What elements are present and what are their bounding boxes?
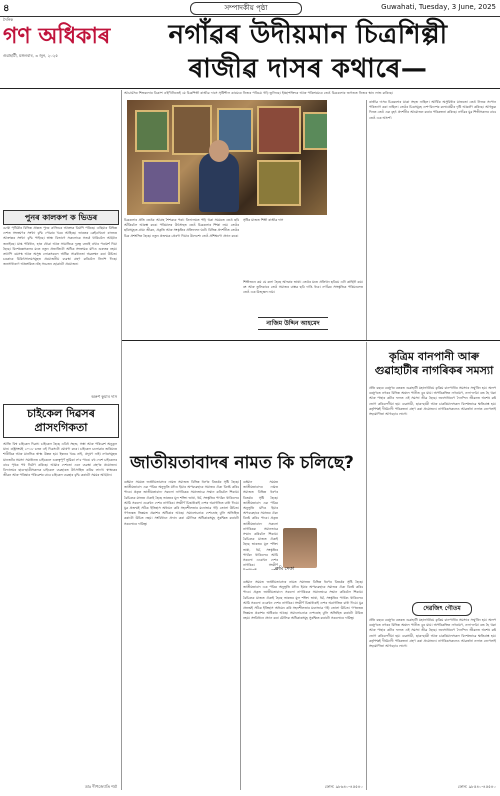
article2-sig: ফোন: ৯৮৬৪০-৪৫৫৪০ — [324, 784, 363, 789]
article2-body-3: বৰ্তমান সময়ত জাতীয়তাবাদৰ নামত সমাজত বিভিন্ন ধৰণৰ বিতৰ্কৰ সৃষ্টি হৈছে। জাতীয়তাবাদ এক পবিত্ৰ অনুভূতি যদিও ইয়াৰ অপব্যৱহাৰে সমাজৰ ঐক্য বিনষ্ট কৰিব পাৰে। প্ৰকৃত জাতীয়তাবাদে সকলো নাগৰিকক সমানভাৱে সন্মান কৰিবলৈ শিকায়। বৈচিত্ৰ্যৰ মাজত ঐক্যই হৈছে ভাৰতৰ মূল শক্তি। ভাষা, ধৰ্ম, সংস্কৃতিৰ পাৰ্থক্য থাকিলেও আমি সকলো একেখন দেশৰ নাগৰিক। সংকীৰ্ণ চিন্তাধাৰাই দেশৰ অগ্ৰগতিত বাধা দিয়ে। যুৱ প্ৰজন্মই সঠিক ইতিহাস অধ্যয়ন কৰি সহনশীলতাৰ মনোভাৱ গঢ়ি তোলা উচিত। গণতন্ত্ৰত ভিন্নমত প্ৰকাশৰ অধিকাৰ আছে। সমালোচনাক দেশদ্ৰোহ বুলি অভিহিত কৰাটো উচিত নহয়। সংবিধানে প্ৰদান কৰা মৌলিক অধিকাৰসমূহ সুৰক্ষিত কৰাটো সকলোৰে দায়িত্ব। — [243, 580, 363, 621]
left-body-2: আজি বিশ্ব চাইকেল দিৱস। চাইকেল হৈছে এবিধ সহজ, সস্তা আৰু পৰিৱেশ অনুকূল যান। ৰাষ্ট্ৰসংঘই ২০১৮ চনত এই দিৱসটো ঘোষণা কৰে। চাইকেল চলোৱাৰ জৰিয়তে শাৰীৰিক আৰু মানসিক স্বাস্থ্য উন্নত হয়। ইন্ধনৰ খৰচ নাই, প্ৰদূষণ নাই। নগৰসমূহত যানজটৰ সমস্যা সমাধানত চাইকেলে গুৰুত্বপূৰ্ণ ভূমিকা ল'ব পাৰে। বহু দেশে চাইকেলৰ বাবে পৃথক পথ নিৰ্মাণ কৰিছে। আমাৰ দেশতো এনে ব্যৱস্থা গ্ৰহণৰ প্ৰয়োজন। বিদ্যালয়ৰ ছাত্ৰ-ছাত্ৰীসকলক চাইকেল ব্যৱহাৰত উৎসাহিত কৰিব লাগে। স্বাস্থ্যকৰ জীৱন আৰু পৰিষ্কাৰ পৰিৱেশৰ বাবে চাইকেল ব্যৱহাৰ বৃদ্ধি কৰাটো সময়ৰ আহ্বান। — [3, 442, 117, 478]
article3-sig: ফোন: ৯৮৫৪০-৪৫৫৪০ — [457, 784, 496, 789]
divider — [122, 340, 500, 341]
feature-caption: সৃষ্টিৰ মাজত শিল্পী ৰাজীৱ দাস — [243, 218, 284, 222]
article3-author: দেৱজিৎ গৌতম — [412, 602, 472, 616]
left-sig-2: ডাঃ দীপজ্যোতি শৰ্মা — [84, 784, 117, 789]
left-head-2: চাইকেল দিৱসৰ প্ৰাসংগিকতা — [3, 404, 119, 438]
column-rule — [366, 100, 367, 340]
article3-body-cont: প্ৰতি বছৰে বৰষুণৰ বতৰত গুৱাহাটী মহানগৰীয়ে কৃত্ৰিম বানপানীৰ সমস্যাৰ সন্মুখীন হয়। অলপ বৰষুণতে নগৰৰ বিভিন্ন অঞ্চল পানীত বুৰ যায়। অপৰিকল্পিত নগৰায়ণ, নলা-নৰ্দমা বন্ধ হৈ থকা আৰু পাহাৰ কটাৰ ফলত এই সমস্যা তীব্ৰ হৈছে। জনসাধাৰণে দৈনন্দিন জীৱনত অশেষ কষ্ট ভোগ কৰিবলগীয়া হয়। ব্যৱসায়ী, ছাত্ৰ-ছাত্ৰী আৰু চাকৰিয়ালসকল বিশেষভাৱে ক্ষতিগ্ৰস্ত হয়। কৰ্তৃপক্ষই দীৰ্ঘম্যাদী পৰিকল্পনা গ্ৰহণ কৰা প্ৰয়োজন। নাগৰিকসকলেও আৱৰ্জনা নলাত নেপেলাই সহযোগিতা আগবঢ়াব লাগে। — [369, 618, 496, 649]
article2-author: ৰুমি দেকা — [275, 566, 295, 572]
feature-body-b: শিল্পীজনে কয় যে কলা হৈছে আত্মাৰ ভাষা। তেওঁৰ মতে প্ৰতিখন ছবিয়ে এটা কাহিনী কয়। ৰং আৰু তুলিকাৰে তেওঁ সমাজৰ বাস্তৱ ছবি দাঙি ধৰে। নগাঁৱৰ সাংস্কৃতিক পৰিমণ্ডলত তেওঁ এক উজ্জ্বল নাম। — [243, 280, 363, 295]
column-rule — [121, 90, 122, 790]
feature-right-col: ৰাজীৱ দাসৰ চিত্ৰকলাৰ যাত্ৰা সহজ নাছিল। আৰ্থিক অসুবিধাৰ মাজতো তেওঁ নিজৰ সপোন পৰিত্যাগ কৰা নাছিল। তেওঁৰ চিত্ৰসমূহে দেশ-বিদেশৰ কলাপ্ৰেমীৰ দৃষ্টি আকৰ্ষণ কৰিছে। আগন্তুক দিনত তেওঁ এক বৃহৎ প্ৰদৰ্শনীৰ আয়োজন কৰাৰ পৰিকল্পনা কৰিছে। নগাঁৱৰ যুৱ শিল্পীসকলৰ বাবে তেওঁ এক আদৰ্শ। — [369, 100, 496, 120]
divider — [0, 88, 500, 89]
feature-intro: আচাৰ্যসৰ শিল্পকলাৰ বিকাশ এইখিনিতেই যে চিত্ৰশিল্পী ৰাজীৱ দাসে সৃষ্টিশীল কামেৰে নিজৰ পৰিচয় গঢ়ি তুলিছে। ইচ্ছাশক্তিৰে আৰু পৰিশ্ৰমেৰে তেওঁ চিত্ৰকলাৰ জগতত নিজৰ স্থান লাভ কৰিছে। — [124, 91, 394, 95]
section-label: সম্পাদকীয় পৃষ্ঠা — [190, 2, 302, 15]
dateline: Guwahati, Tuesday, 3 June, 2025 — [381, 3, 496, 11]
page-number: ৪ — [3, 3, 10, 14]
logo-name: গণ অধিকাৰ — [3, 24, 111, 49]
author-portrait — [283, 528, 317, 568]
article3-title: কৃত্ৰিম বানপানী আৰু গুৱাহাটীৰ নাগৰিকৰ সমস্যা — [374, 350, 494, 377]
logo-edition: গুৱাহাটী, মঙ্গলবাৰ, ৩ জুন, ২০২৫ — [3, 53, 58, 58]
article2-title: জাতীয়তাবাদৰ নামত কি চলিছে? — [130, 453, 354, 473]
feature-author: নাজিম উদ্দিন আহমেদ — [258, 317, 328, 330]
logo-tagline: দৈনিক — [3, 17, 14, 22]
headline-line-1: নগাঁৱৰ উদীয়মান চিত্ৰশিল্পী — [168, 20, 448, 50]
column-rule — [366, 342, 367, 790]
article2-body-2: বৰ্তমান সময়ত জাতীয়তাবাদৰ নামত সমাজত বিভিন্ন ধৰণৰ বিতৰ্কৰ সৃষ্টি হৈছে। জাতীয়তাবাদ এক পবিত্ৰ অনুভূতি যদিও ইয়াৰ অপব্যৱহাৰে সমাজৰ ঐক্য বিনষ্ট কৰিব পাৰে। প্ৰকৃত জাতীয়তাবাদে সকলো নাগৰিকক সমানভাৱে সন্মান কৰিবলৈ শিকায়। বৈচিত্ৰ্যৰ মাজত ঐক্যই হৈছে ভাৰতৰ মূল শক্তি। ভাষা, ধৰ্ম, সংস্কৃতিৰ পাৰ্থক্য থাকিলেও আমি সকলো একেখন দেশৰ নাগৰিক। সংকীৰ্ণ — [243, 480, 278, 568]
feature-photo — [127, 100, 327, 215]
feature-body-a: চিত্ৰকলাৰ প্ৰতি তেওঁৰ আগ্ৰহ শৈশৱৰে পৰা। বিদ্যালয়ত পঢ়ি থকা সময়তে তেওঁ ছবি আঁকিবলৈ আৰম্ভ কৰে। পৰিয়ালৰ উৎসাহত তেওঁ চিত্ৰকলাৰ শিক্ষা লয়। তেওঁৰ ছবিসমূহত গ্ৰাম্য জীৱন, প্ৰকৃতি আৰু সংস্কৃতিৰ প্ৰতিফলন ঘটে। বিভিন্ন প্ৰদৰ্শনীত তেওঁৰ চিত্ৰ প্ৰশংসিত হৈছে। নতুন প্ৰজন্মক প্ৰেৰণা দিয়াৰ উদ্দেশ্যে তেওঁ প্ৰশিক্ষণো প্ৰদান কৰে। — [124, 218, 239, 238]
left-head-1: পুনৰ কালকপ ক ভিডৰ — [3, 210, 119, 225]
article3-body: প্ৰতি বছৰে বৰষুণৰ বতৰত গুৱাহাটী মহানগৰীয়ে কৃত্ৰিম বানপানীৰ সমস্যাৰ সন্মুখীন হয়। অলপ বৰষুণতে নগৰৰ বিভিন্ন অঞ্চল পানীত বুৰ যায়। অপৰিকল্পিত নগৰায়ণ, নলা-নৰ্দমা বন্ধ হৈ থকা আৰু পাহাৰ কটাৰ ফলত এই সমস্যা তীব্ৰ হৈছে। জনসাধাৰণে দৈনন্দিন জীৱনত অশেষ কষ্ট ভোগ কৰিবলগীয়া হয়। ব্যৱসায়ী, ছাত্ৰ-ছাত্ৰী আৰু চাকৰিয়ালসকল বিশেষভাৱে ক্ষতিগ্ৰস্ত হয়। কৰ্তৃপক্ষই দীৰ্ঘম্যাদী পৰিকল্পনা গ্ৰহণ কৰা প্ৰয়োজন। নাগৰিকসকলেও আৱৰ্জনা নলাত নেপেলাই সহযোগিতা আগবঢ়াব লাগে। — [369, 386, 496, 417]
masthead-logo — [3, 19, 121, 65]
feature-caption-block — [243, 218, 363, 278]
main-headline — [118, 18, 498, 86]
headline-line-2: ৰাজীৱ দাসৰ কথাৰে— — [188, 54, 428, 84]
left-body-1: চেপ্তা পৃথিৱীৰ বিভিন্ন প্ৰান্তত পুনৰ ক'ভিডৰ আতংক বিয়পি পৰিছে। এছিয়াৰ বিভিন্ন দেশত সংক্ৰমণৰ সংখ্যা বৃদ্ধি পোৱাৰ খবৰ আহিছে। ভাৰতৰ কেইবাখনো ৰাজ্যত আক্ৰান্তৰ সংখ্যা বৃদ্ধি পাইছে। স্বাস্থ্য বিভাগে সকলোকে সতৰ্ক থাকিবলৈ আহ্বান জনাইছে। মাস্ক পৰিধান, হাত ধোৱা আৰু সামাজিক দূৰত্ব বজাই ৰখাৰ পৰামৰ্শ দিয়া হৈছে। বিশেষজ্ঞসকলৰ মতে নতুন প্ৰজাতিটো অধিক সংক্ৰামক যদিও গুৰুতৰ নহয়। তথাপি বয়সস্থ আৰু অসুস্থ লোকসকলে অধিক সাৱধানতা অৱলম্বন কৰা উচিত। চৰকাৰে চিকিৎসালয়সমূহত প্ৰয়োজনীয় ব্যৱস্থা গ্ৰহণ কৰিবলৈ নিৰ্দেশ দিছে। জনসাধাৰণে আতংকিত নহৈ সচেতন হোৱাটো প্ৰয়োজন। — [3, 226, 117, 267]
article2-body-1: বৰ্তমান সময়ত জাতীয়তাবাদৰ নামত সমাজত বিভিন্ন ধৰণৰ বিতৰ্কৰ সৃষ্টি হৈছে। জাতীয়তাবাদ এক পবিত্ৰ অনুভূতি যদিও ইয়াৰ অপব্যৱহাৰে সমাজৰ ঐক্য বিনষ্ট কৰিব পাৰে। প্ৰকৃত জাতীয়তাবাদে সকলো নাগৰিকক সমানভাৱে সন্মান কৰিবলৈ শিকায়। বৈচিত্ৰ্যৰ মাজত ঐক্যই হৈছে ভাৰতৰ মূল শক্তি। ভাষা, ধৰ্ম, সংস্কৃতিৰ পাৰ্থক্য থাকিলেও আমি সকলো একেখন দেশৰ নাগৰিক। সংকীৰ্ণ চিন্তাধাৰাই দেশৰ অগ্ৰগতিত বাধা দিয়ে। যুৱ প্ৰজন্মই সঠিক ইতিহাস অধ্যয়ন কৰি সহনশীলতাৰ মনোভাৱ গঢ়ি তোলা উচিত। গণতন্ত্ৰত ভিন্নমত প্ৰকাশৰ অধিকাৰ আছে। সমালোচনাক দেশদ্ৰোহ বুলি অভিহিত কৰাটো উচিত নহয়। সংবিধানে প্ৰদান কৰা মৌলিক অধিকাৰসমূহ সুৰক্ষিত কৰাটো সকলোৰে দায়িত্ব। — [124, 480, 239, 526]
column-rule — [240, 480, 241, 790]
left-sig-1: অৰুণ কুমাৰ দাস — [91, 394, 117, 399]
top-bar — [0, 0, 500, 17]
